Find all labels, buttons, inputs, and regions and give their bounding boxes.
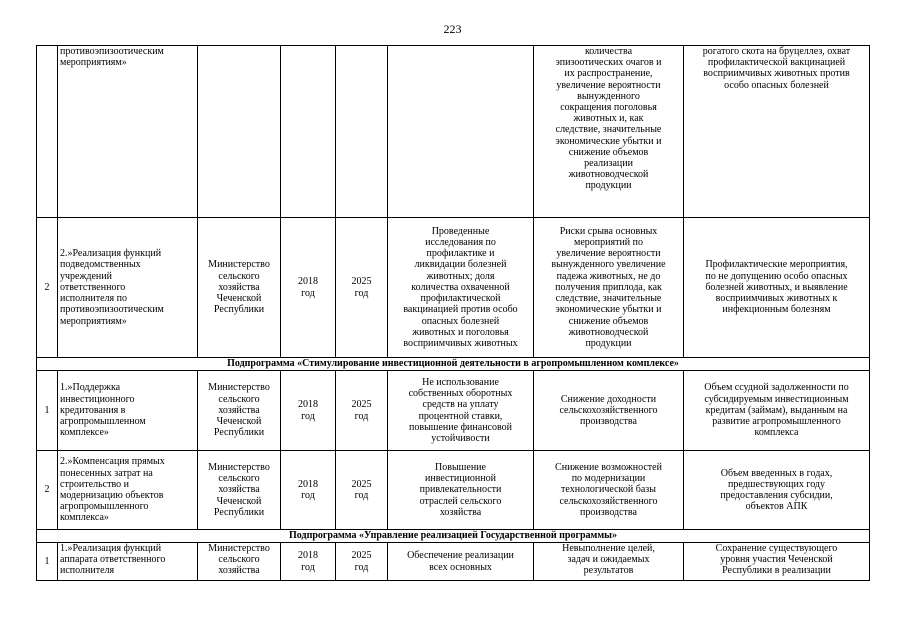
cell-expected-result: Не использование собственных оборотных средств на уплату процентной ставки, повышение финансовой устойчивости <box>388 371 534 451</box>
cell-executor <box>198 46 281 218</box>
program-measures-table <box>36 45 870 581</box>
cell-num: 1 <box>37 543 58 581</box>
subprogram-title: Подпрограмма «Управление реализацией Государственной программы» <box>37 530 870 543</box>
subprogram-header-invest <box>37 358 870 371</box>
cell-measure-name: 1.»Реализация функций аппарата ответственного исполнителя <box>58 543 198 581</box>
cell-end-year: 2025 год <box>336 218 388 358</box>
cell-start-year: 2018 год <box>281 543 336 581</box>
table-row-manage-1 <box>37 543 870 581</box>
cell-end-year <box>336 46 388 218</box>
cell-start-year: 2018 год <box>281 451 336 530</box>
table-row-continued <box>37 46 870 218</box>
cell-indicators: Объем ссудной задолженности по субсидируемым инвестиционным кредитам (займам), выданным на развитие агропромышленного комплекса <box>684 371 870 451</box>
cell-measure-name: 2.»Компенсация прямых понесенных затрат на строительство и модернизацию объектов агропромышленного комплекса» <box>58 451 198 530</box>
subprogram-title: Подпрограмма «Стимулирование инвестиционной деятельности в агропромышленном комплексе» <box>37 358 870 371</box>
cell-executor: Министерство сельского хозяйства Чеченской Республики <box>198 451 281 530</box>
cell-executor: Министерство сельского хозяйства Чеченской Республики <box>198 218 281 358</box>
cell-executor: Министерство сельского хозяйства <box>198 543 281 581</box>
cell-indicators: Профилактические мероприятия, по не допущению особо опасных болезней животных, и выявление восприимчивых животных к инфекционным болезням <box>684 218 870 358</box>
cell-indicators: Сохранение существующего уровня участия Чеченской Республики в реализации <box>684 543 870 581</box>
table-row-vet-2 <box>37 218 870 358</box>
cell-expected-result: Проведенные исследования по профилактике и ликвидации болезней животных; доля количества охваченной профилактической вакцинацией против особо опасных болезней животных и поголовья восприимчивых животных <box>388 218 534 358</box>
cell-start-year <box>281 46 336 218</box>
cell-measure-name: противоэпизоотическим мероприятиям» <box>58 46 198 218</box>
cell-num <box>37 46 58 218</box>
cell-num: 2 <box>37 218 58 358</box>
table-row-invest-1 <box>37 371 870 451</box>
page-number: 223 <box>443 22 462 36</box>
cell-end-year: 2025 год <box>336 543 388 581</box>
cell-num: 1 <box>37 371 58 451</box>
cell-measure-name: 1.»Поддержка инвестиционного кредитования в агропромышленном комплексе» <box>58 371 198 451</box>
cell-start-year: 2018 год <box>281 371 336 451</box>
cell-measure-name: 2.»Реализация функций подведомственных учреждений ответственного исполнителя по противоэпизоотическим мероприятиям» <box>58 218 198 358</box>
cell-expected-result: Повышение инвестиционной привлекательности отраслей сельского хозяйства <box>388 451 534 530</box>
cell-end-year: 2025 год <box>336 451 388 530</box>
cell-executor: Министерство сельского хозяйства Чеченской Республики <box>198 371 281 451</box>
cell-risks: Риски срыва основных мероприятий по увеличение вероятности вынужденного увеличение падежа животных, не до получения приплода, как следствие, значительные экономические убытки и снижение объемов животноводческой продукции <box>534 218 684 358</box>
cell-risks: Снижение доходности сельскохозяйственного производства <box>534 371 684 451</box>
cell-risks: Снижение возможностей по модернизации технологической базы сельскохозяйственного производства <box>534 451 684 530</box>
cell-start-year: 2018 год <box>281 218 336 358</box>
cell-expected-result: Обеспечение реализации всех основных <box>388 543 534 581</box>
cell-end-year: 2025 год <box>336 371 388 451</box>
cell-risks: Невыполнение целей, задач и ожидаемых результатов <box>534 543 684 581</box>
cell-indicators: рогатого скота на бруцеллез, охват профилактической вакцинацией восприимчивых животных против особо опасных болезней <box>684 46 870 218</box>
cell-num: 2 <box>37 451 58 530</box>
cell-indicators: Объем введенных в годах, предшествующих году предоставления субсидии, объектов АПК <box>684 451 870 530</box>
cell-risks: количества эпизоотических очагов и их распространение, увеличение вероятности вынужденного сокращения поголовья животных и, как следствие, значительные экономические убытки и снижение объемов реализации животноводческой продукции <box>534 46 684 218</box>
subprogram-header-manage <box>37 530 870 543</box>
cell-expected-result <box>388 46 534 218</box>
table-row-invest-2 <box>37 451 870 530</box>
